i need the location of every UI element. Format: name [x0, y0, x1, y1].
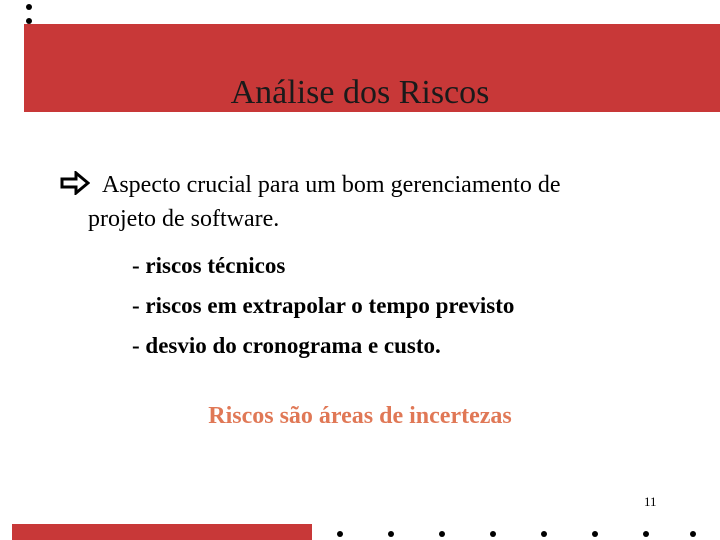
intro-line-2: projeto de software. [88, 206, 280, 232]
list-item: - desvio do cronograma e custo. [132, 333, 441, 358]
decorative-dot [490, 531, 496, 537]
decorative-dot [592, 531, 598, 537]
slide-title: Análise dos Riscos [230, 74, 490, 111]
intro-line-1: Aspecto crucial para um bom gerenciamento de [102, 172, 561, 198]
list-item: - riscos em extrapolar o tempo previsto [132, 293, 515, 318]
intro-paragraph [60, 168, 680, 236]
decorative-dot [439, 531, 445, 537]
decorative-dot [337, 531, 343, 537]
decorative-dot [690, 531, 696, 537]
page-number: 11 [644, 494, 657, 509]
list-item: - riscos técnicos [132, 253, 286, 278]
decorative-dot [388, 531, 394, 537]
footer-band [12, 524, 312, 540]
risk-list [132, 246, 514, 366]
decorative-dot [26, 4, 32, 10]
decorative-dot [643, 531, 649, 537]
decorative-dot [541, 531, 547, 537]
arrow-right-outline-icon [60, 171, 90, 195]
highlight-text: Riscos são áreas de incertezas [208, 403, 512, 429]
